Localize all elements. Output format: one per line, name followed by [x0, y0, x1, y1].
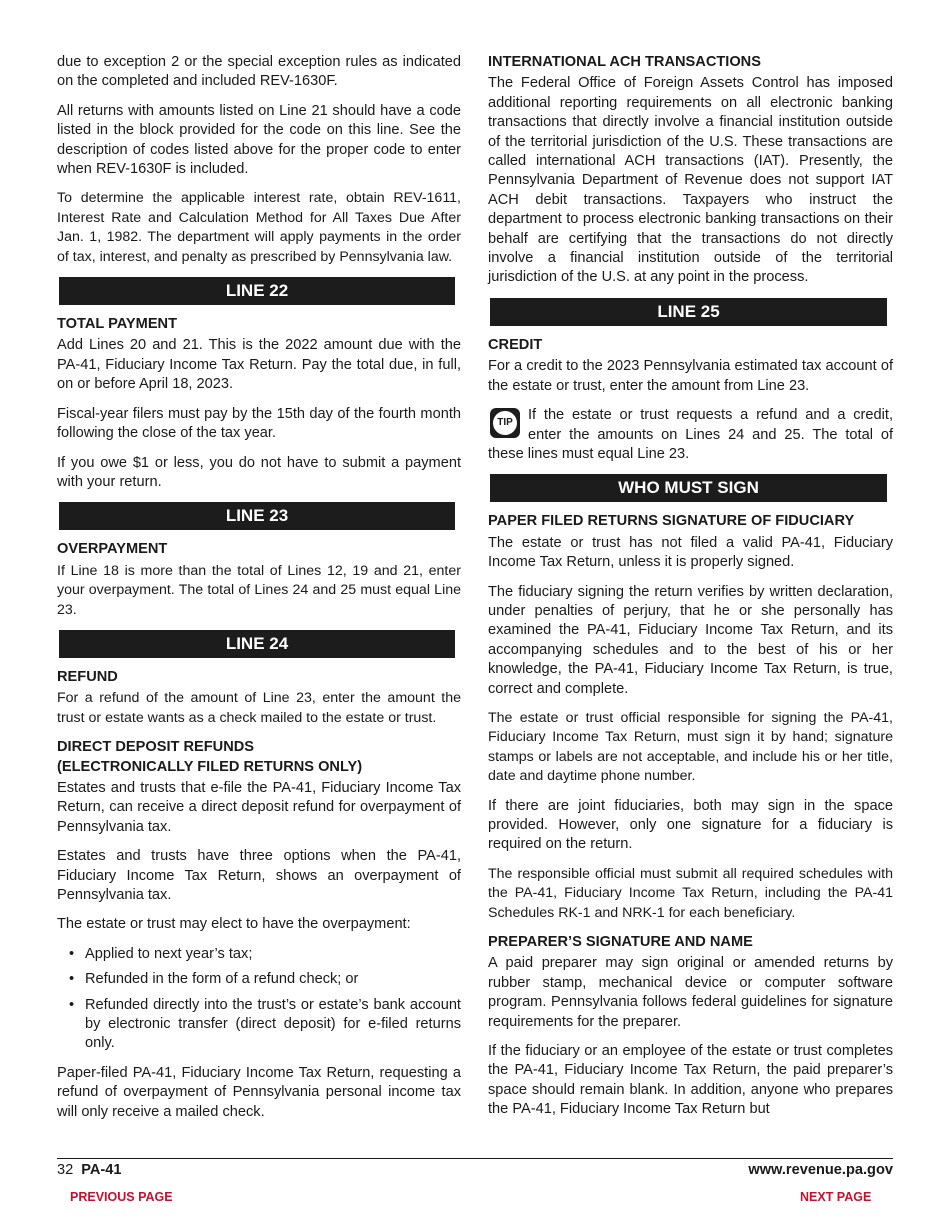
section-bar-who-must-sign: WHO MUST SIGN: [490, 474, 887, 502]
section-bar-line-25: LINE 25: [490, 298, 887, 326]
paragraph: The responsible official must submit all required schedules with the PA-41, Fiduciary Income Tax Return, including the PA-41 Schedules RK-1 and NRK-1 for each beneficiary.: [488, 865, 893, 921]
page-number: 32 PA-41: [57, 1162, 122, 1178]
page-footer: [57, 1158, 893, 1185]
tip-icon: TIP: [490, 408, 520, 438]
paragraph: A paid preparer may sign original or amended returns by rubber stamp, mechanical device or computer software program. Pennsylvania follows federal guidelines for signature requirements for the preparer.: [488, 955, 893, 1030]
paragraph: due to exception 2 or the special exception rules as indicated on the completed and included REV-1630F.: [57, 54, 461, 90]
website-url: www.revenue.pa.gov: [748, 1162, 893, 1178]
paragraph: If there are joint fiduciaries, both may sign in the space provided. However, only one signature for a fiduciary is required on the return.: [488, 797, 893, 853]
section-heading: (ELECTRONICALLY FILED RETURNS ONLY): [57, 758, 363, 775]
previous-page-link[interactable]: PREVIOUS PAGE: [70, 1190, 173, 1204]
section-heading: TOTAL PAYMENT: [57, 316, 178, 333]
paragraph: Fiscal-year filers must pay by the 15th day of the fourth month following the close of the tax year.: [57, 405, 461, 442]
paragraph: All returns with amounts listed on Line 21 should have a code listed in the block provided for the code on this line. See the description of codes listed above for the proper code to enter when REV-1630F is included.: [57, 102, 461, 178]
paragraph: The Federal Office of Foreign Assets Control has imposed additional reporting requirements on all electronic banking transactions that directly involve a financial institution outside of the territorial jurisdiction of the U.S. These transactions are called international ACH transactions (IAT). Presently, the Pennsylvania Department of Revenue does not support IAT ACH debit transactions. Taxpayers who instruct the department to process electronic banking transactions on their behalf are certifying that the transactions do not directly involve a financial institution outside of the territorial jurisdiction of the U.S. at any point in the process.: [488, 75, 893, 286]
left-column: [57, 53, 461, 1132]
paragraph: The fiduciary signing the return verifies by written declaration, under penalties of perjury, that he or she personally has examined the PA-41, Fiduciary Income Tax Return, and its accompanying schedules and to the best of his or her knowledge, the PA-41, Fiduciary Income Tax Return, is true, correct and complete.: [488, 583, 893, 697]
section-bar-line-23: LINE 23: [59, 502, 455, 530]
paragraph: Paper-filed PA-41, Fiduciary Income Tax Return, requesting a refund of overpayment of Pennsylvania personal income tax will only receive a mailed check.: [57, 1064, 461, 1120]
paragraph: Add Lines 20 and 21. This is the 2022 amount due with the PA-41, Fiduciary Income Tax Return. Pay the total due, in full, on or before April 18, 2023.: [57, 337, 461, 393]
section-heading: PREPARER’S SIGNATURE AND NAME: [488, 934, 753, 951]
paragraph: The estate or trust official responsible for signing the PA-41, Fiduciary Income Tax Return, must sign it by hand; signature stamps or labels are not acceptable, and include his or her title, date and daytime phone number.: [488, 709, 893, 785]
paragraph: The estate or trust may elect to have the overpayment:: [57, 916, 411, 933]
paragraph: The estate or trust has not filed a valid PA-41, Fiduciary Income Tax Return, unless it is properly signed.: [488, 534, 893, 571]
paragraph: For a credit to the 2023 Pennsylvania estimated tax account of the estate or trust, enter the amount from Line 23.: [488, 358, 893, 394]
list-item: • Applied to next year’s tax;: [57, 945, 461, 964]
list-item: • Refunded directly into the trust’s or estate’s bank account by electronic transfer (direct deposit) for e-filed returns only.: [69, 996, 461, 1052]
overpayment-options-list: [57, 945, 461, 1054]
form-name: PA-41: [81, 1162, 122, 1178]
section-heading: OVERPAYMENT: [57, 541, 168, 558]
tip-text: If the estate or trust requests a refund and a credit, enter the amounts on Lines 24 and 25. The total of these lines must equal Line 23.: [488, 407, 893, 462]
paragraph: If the fiduciary or an employee of the estate or trust completes the PA-41, Fiduciary Income Tax Return, the paid preparer’s space should remain blank. In addition, anyone who prepares the PA-41, Fiduciary Income Tax Return but: [488, 1043, 893, 1118]
right-column: [488, 53, 893, 1130]
section-heading: DIRECT DEPOSIT REFUNDS: [57, 739, 255, 756]
bullet-icon: •: [69, 945, 75, 962]
bullet-icon: •: [69, 996, 75, 1013]
paragraph: If you owe $1 or less, you do not have to submit a payment with your return.: [57, 454, 461, 490]
section-heading: REFUND: [57, 668, 118, 685]
next-page-link[interactable]: NEXT PAGE: [800, 1190, 872, 1204]
section-bar-line-24: LINE 24: [59, 630, 455, 658]
section-heading: PAPER FILED RETURNS SIGNATURE OF FIDUCIARY: [488, 513, 855, 530]
paragraph: If Line 18 is more than the total of Lines 12, 19 and 21, enter your overpayment. The total of Lines 24 and 25 must equal Line 23.: [57, 562, 461, 618]
paragraph: Estates and trusts have three options when the PA-41, Fiduciary Income Tax Return, shows an overpayment of Pennsylvania tax.: [57, 848, 461, 903]
paragraph: For a refund of the amount of Line 23, enter the amount the trust or estate wants as a check mailed to the estate or trust.: [57, 690, 461, 726]
section-heading: CREDIT: [488, 336, 543, 353]
tip-callout: [488, 406, 893, 464]
paragraph: To determine the applicable interest rate, obtain REV-1611, Interest Rate and Calculation Method for All Taxes Due After Jan. 1, 1982. The department will apply payments in the order of tax, interest, and penalty as prescribed by Pennsylvania law.: [57, 190, 461, 265]
section-heading: INTERNATIONAL ACH TRANSACTIONS: [488, 54, 761, 70]
list-item: • Refunded in the form of a refund check; or: [57, 970, 461, 989]
paragraph: Estates and trusts that e-file the PA-41, Fiduciary Income Tax Return, can receive a direct deposit refund for overpayment of Pennsylvania tax.: [57, 779, 461, 835]
section-bar-line-22: LINE 22: [59, 277, 455, 305]
bullet-icon: •: [69, 971, 75, 988]
